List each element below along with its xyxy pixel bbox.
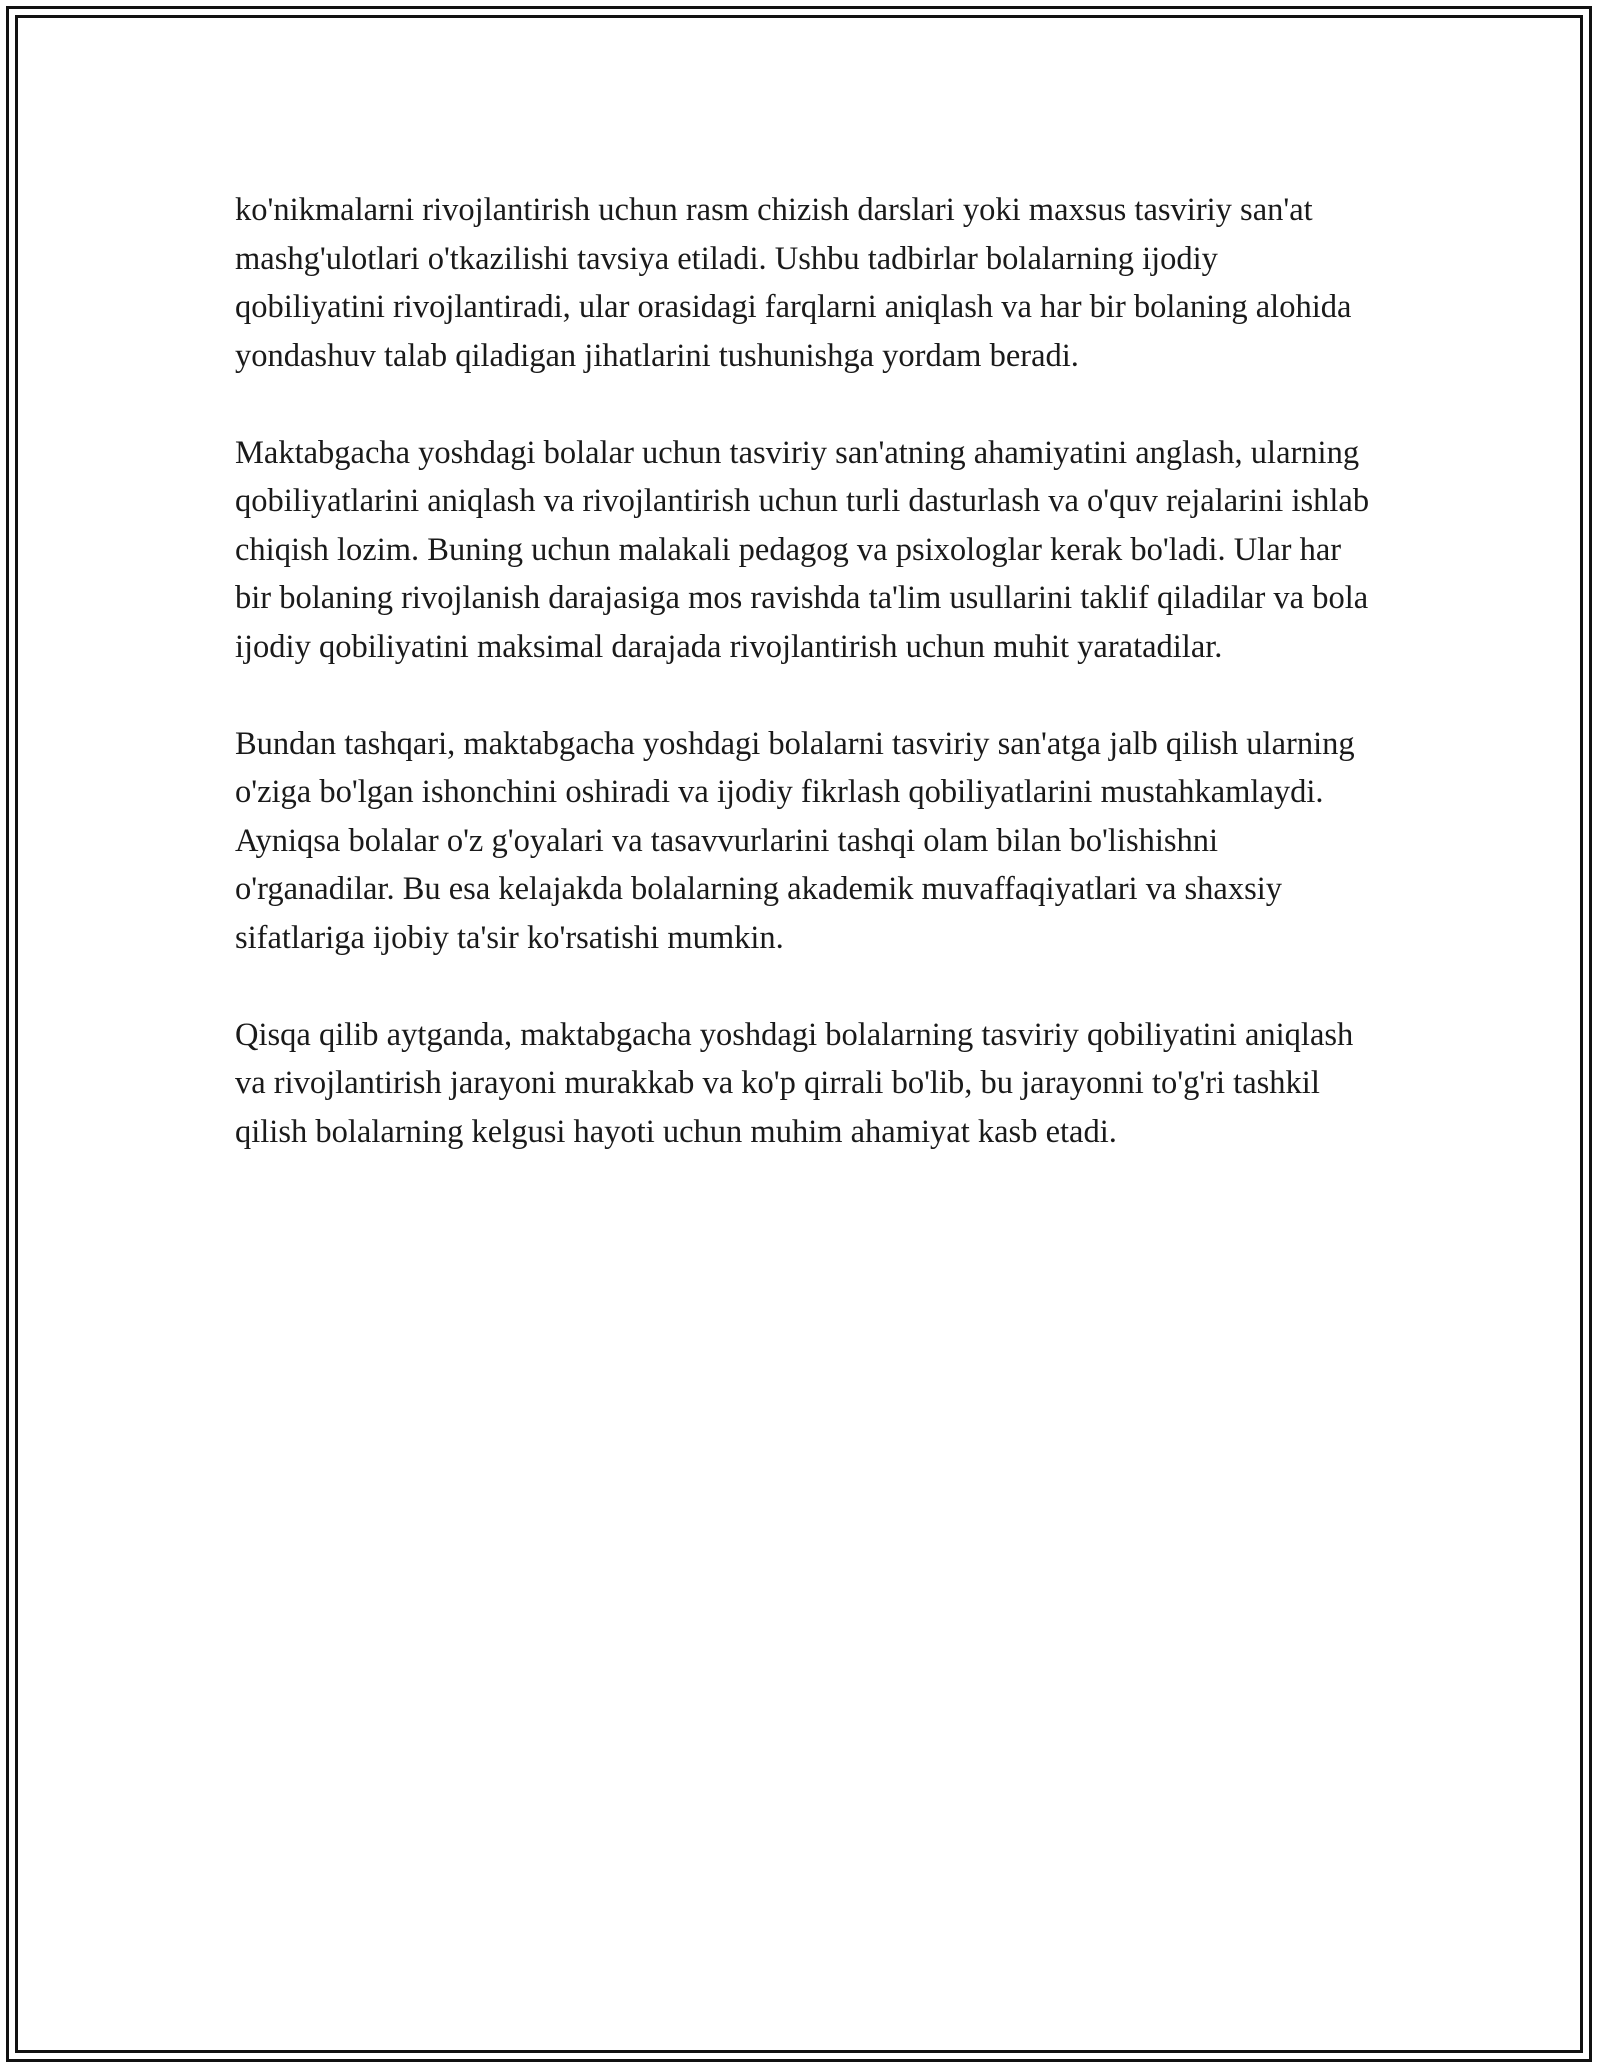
paragraph-4: Qisqa qilib aytganda, maktabgacha yoshdagi bolalarning tasviriy qobiliyatini aniqlash va rivojlantirish jarayoni murakkab va ko'p qirrali bo'lib, bu jarayonni to'g'ri tashkil qilish bolalarning kelgusi hayoti uchun muhim ahamiyat kasb etadi. <box>235 1016 1354 1150</box>
paragraph-3: Bundan tashqari, maktabgacha yoshdagi bolalarni tasviriy san'atga jalb qilish ularning o'ziga bo'lgan ishonchini oshiradi va ijodiy fikrlash qobiliyatlarini mustahkamlaydi. Ayniqsa bolalar o'z g'oyalari va tasavvurlarini tashqi olam bilan bo'lishishni o'rganadilar. Bu esa kelajakda bolalarning akademik muvaffaqiyatlari va shaxsiy sifatlariga ijobiy ta'sir ko'rsatishi mumkin. <box>235 725 1355 956</box>
paragraph-1: ko'nikmalarni rivojlantirish uchun rasm chizish darslari yoki maxsus tasviriy san'at mashg'ulotlari o'tkazilishi tavsiya etiladi. Ushbu tadbirlar bolalarning ijodiy qobiliyatini rivojlantiradi, ular orasidagi farqlarni aniqlash va har bir bolaning alohida yondashuv talab qiladigan jihatlarini tushunishga yordam beradi. <box>235 192 1352 374</box>
document-body <box>235 186 1375 1205</box>
paragraph-2: Maktabgacha yoshdagi bolalar uchun tasviriy san'atning ahamiyatini anglash, ularning qobiliyatlarini aniqlash va rivojlantirish uchun turli dasturlash va o'quv rejalarini ishlab chiqish lozim. Buning uchun malakali pedagog va psixologlar kerak bo'ladi. Ular har bir bolaning rivojlanish darajasiga mos ravishda ta'lim usullarini taklif qiladilar va bola ijodiy qobiliyatini maksimal darajada rivojlantirish uchun muhit yaratadilar. <box>235 434 1370 665</box>
